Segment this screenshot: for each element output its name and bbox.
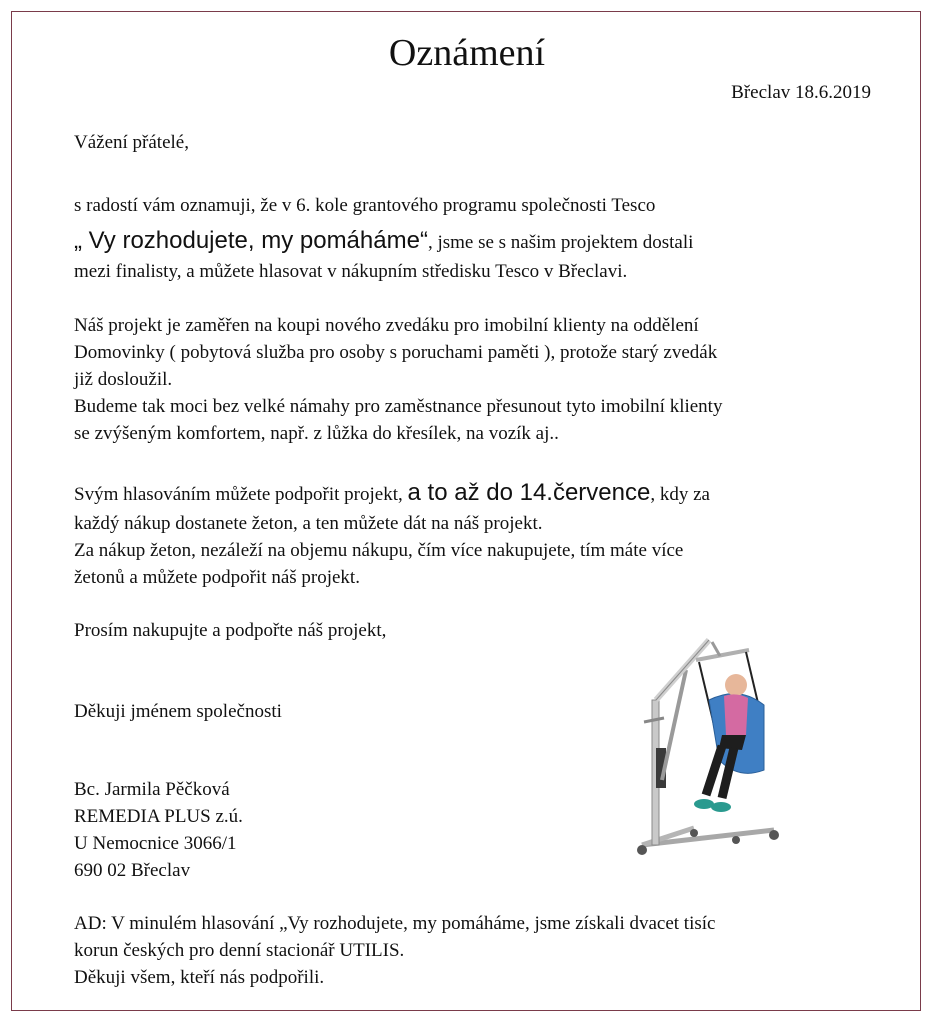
paragraph-1-line-3: mezi finalisty, a můžete hlasovat v nákupním středisku Tesco v Břeclavi.	[74, 261, 628, 282]
closing-thanks: Děkuji jménem společnosti	[74, 701, 282, 722]
document-date: Břeclav 18.6.2019	[731, 82, 871, 103]
signature-street: U Nemocnice 3066/1	[74, 833, 237, 854]
signature-name: Bc. Jarmila Pěčková	[74, 779, 230, 800]
paragraph-3-line-4: žetonů a můžete podpořit náš projekt.	[74, 567, 360, 588]
paragraph-2-line-2: Domovinky ( pobytová služba pro osoby s poruchami paměti ), protože starý zvedák	[74, 342, 718, 363]
paragraph-1-line-2-rest: , jsme se s našim projektem dostali	[427, 232, 694, 253]
ad-line-3: Děkuji všem, kteří nás podpořili.	[74, 967, 325, 988]
paragraph-1-line-2	[74, 228, 693, 256]
signature-organization: REMEDIA PLUS z.ú.	[74, 806, 243, 827]
signature-city: 690 02 Břeclav	[74, 860, 191, 881]
paragraph-3-line-1-end: , kdy za	[650, 484, 710, 505]
paragraph-2-line-5: se zvýšeným komfortem, např. z lůžka do křesílek, na vozík aj..	[74, 423, 559, 444]
paragraph-3-line-1	[74, 480, 710, 508]
paragraph-1-line-1: s radostí vám oznamuji, že v 6. kole grantového programu společnosti Tesco	[74, 195, 656, 216]
paragraph-2-line-4: Budeme tak moci bez velké námahy pro zaměstnance přesunout tyto imobilní klienty	[74, 396, 723, 417]
closing-request: Prosím nakupujte a podpořte náš projekt,	[74, 620, 387, 641]
paragraph-2-line-3: již dosloužil.	[74, 369, 173, 390]
patient-lift-icon	[624, 630, 784, 862]
paragraph-3-line-1-start: Svým hlasováním můžete podpořit projekt,	[74, 484, 408, 505]
ad-line-1: AD: V minulém hlasování „Vy rozhodujete, my pomáháme, jsme získali dvacet tisíc	[74, 913, 716, 934]
greeting: Vážení přátelé,	[74, 132, 189, 153]
paragraph-2-line-1: Náš projekt je zaměřen na koupi nového zvedáku pro imobilní klienty na oddělení	[74, 315, 699, 336]
paragraph-3-line-2: každý nákup dostanete žeton, a ten můžete dát na náš projekt.	[74, 513, 543, 534]
program-name: „ Vy rozhodujete, my pomáháme“	[74, 227, 428, 254]
document-title: Oznámení	[388, 32, 546, 74]
ad-line-2: korun českých pro denní stacionář UTILIS.	[74, 940, 405, 961]
deadline-highlight: a to až do 14.července	[407, 479, 651, 506]
paragraph-3-line-3: Za nákup žeton, nezáleží na objemu nákupu, čím více nakupujete, tím máte více	[74, 540, 684, 561]
